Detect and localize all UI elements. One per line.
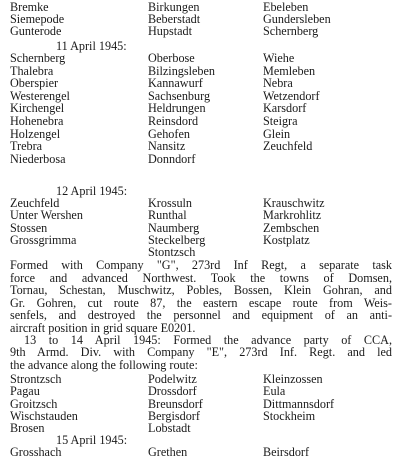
place-name: Oberspier	[10, 76, 59, 91]
place-name: Bergisdorf	[148, 408, 200, 423]
place-name: Schernberg	[263, 24, 319, 39]
place-name: Strontzsch	[10, 372, 62, 386]
place-name: Oberbose	[148, 51, 195, 65]
place-name: Wiehe	[263, 51, 295, 65]
place-name: Trebra	[10, 139, 43, 154]
paragraph-line: 9th Armd. Div. with Company "E", 273rd Inf. Regt. and led	[10, 345, 392, 360]
place-name: Grosshach	[10, 445, 62, 459]
place-name: Zembschen	[263, 220, 320, 235]
place-name: Kostplatz	[263, 232, 310, 247]
place-name: Runthal	[148, 208, 187, 223]
place-name: Reinsdord	[148, 114, 199, 128]
paragraph-line: Formed with Company "G", 273rd Inf Regt, a separate task	[10, 258, 392, 272]
place-name: Kleinzossen	[263, 372, 323, 386]
place-name: Stontzsch	[148, 245, 196, 260]
place-name: Memleben	[263, 63, 316, 78]
place-name: Naumberg	[148, 220, 200, 235]
paragraph-line: 13 to 14 April 1945: Formed the advance party of CCA,	[24, 333, 392, 347]
place-name: Siemepode	[10, 12, 65, 27]
place-name: Bremke	[10, 0, 49, 14]
place-name: Schernberg	[10, 51, 66, 65]
place-name: Nebra	[263, 76, 293, 91]
place-name: Birkungen	[148, 0, 200, 14]
place-name: Westerengel	[10, 88, 70, 103]
date-heading: 11 April 1945:	[56, 39, 127, 53]
place-name: Breunsdorf	[148, 396, 203, 411]
place-name: Gundersleben	[263, 12, 331, 27]
place-name: Steckelberg	[148, 232, 206, 247]
place-name: Karsdorf	[263, 101, 307, 116]
place-name: Wischstauden	[10, 408, 78, 423]
place-name: Stossen	[10, 220, 48, 235]
paragraph-line: senfels, and destroyed the personnel and equipment of an anti-	[10, 308, 392, 322]
place-name: Kirchengel	[10, 101, 65, 116]
place-name: Zeuchfeld	[10, 196, 60, 210]
place-name: Krossuln	[148, 196, 193, 210]
place-name: Eula	[263, 384, 286, 399]
place-name: Hupstadt	[148, 24, 193, 39]
place-name: Dittmannsdorf	[263, 396, 335, 411]
place-name: Thalebra	[10, 63, 54, 78]
place-name: Brosen	[10, 421, 45, 436]
place-name: Unter Wershen	[10, 208, 83, 223]
place-name: Stockheim	[263, 408, 316, 423]
place-name: Donndorf	[148, 151, 196, 166]
place-name: Glein	[263, 126, 291, 141]
place-name: Niederbosa	[10, 151, 66, 166]
place-name: Hohenebra	[10, 114, 64, 128]
place-name: Gunterode	[10, 24, 62, 39]
place-name: Heldrungen	[148, 101, 206, 116]
place-name: Grethen	[148, 445, 188, 459]
place-name: Gehofen	[148, 126, 190, 141]
place-name: Pagau	[10, 384, 40, 399]
place-name: Bilzingsleben	[148, 63, 216, 78]
place-name: Groitzsch	[10, 396, 58, 411]
paragraph-line: force and advanced Northwest. Took the towns of Domsen,	[10, 270, 392, 285]
place-name: Markrohlitz	[263, 208, 322, 223]
place-name: Nansitz	[148, 139, 186, 154]
place-name: Zeuchfeld	[263, 139, 313, 154]
place-name: Lobstadt	[148, 421, 191, 436]
place-name: Kannawurf	[148, 76, 203, 91]
place-name: Beirsdorf	[263, 445, 310, 459]
place-name: Beberstadt	[148, 12, 201, 27]
paragraph-line: Tornau, Schestan, Muschwitz, Pobles, Bossen, Klein Gohran, and	[10, 283, 392, 297]
place-name: Wetzendorf	[263, 88, 320, 103]
place-name: Ebeleben	[263, 0, 309, 14]
place-name: Grossgrimma	[10, 232, 77, 247]
place-name: Krauschwitz	[263, 196, 325, 210]
place-name: Sachsenburg	[148, 88, 211, 103]
place-name: Steigra	[263, 114, 298, 128]
place-name: Podelwitz	[148, 372, 197, 386]
place-name: Holzengel	[10, 126, 61, 141]
paragraph-line: the advance along the following route:	[10, 357, 198, 372]
paragraph-line: Gr. Gohren, cut route 87, the eastern escape route from Weis-	[10, 295, 392, 310]
date-heading: 15 April 1945:	[56, 433, 128, 447]
date-heading: 12 April 1945:	[56, 184, 128, 198]
place-name: Drossdorf	[148, 384, 197, 399]
paragraph-line: aircraft position in grid square E0201.	[10, 320, 196, 335]
